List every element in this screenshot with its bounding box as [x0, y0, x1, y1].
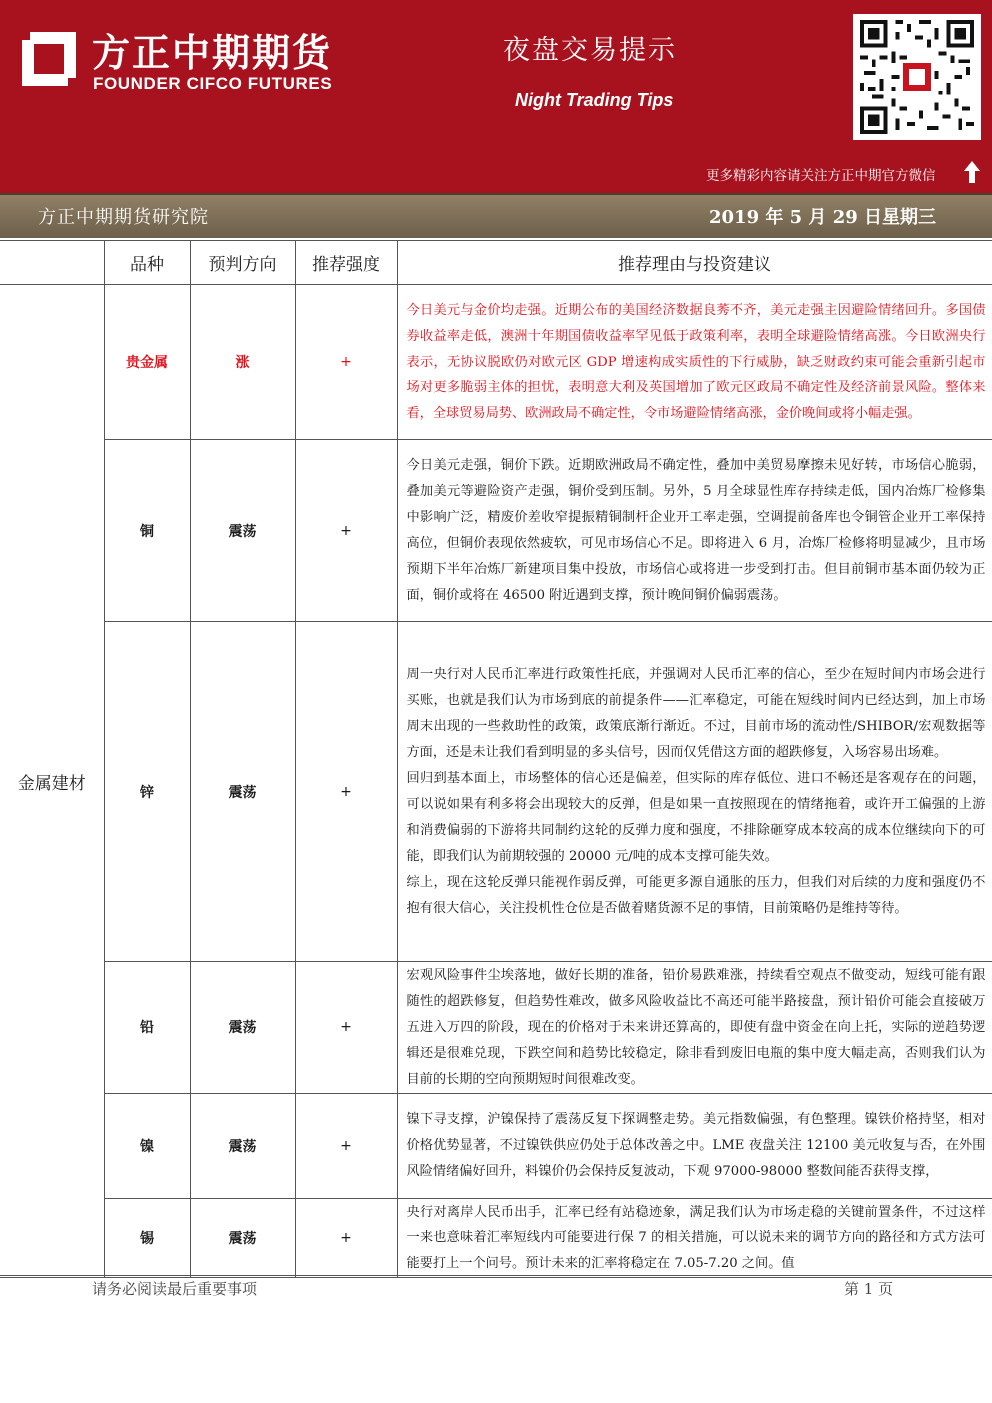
brand-name-en: FOUNDER CIFCO FUTURES	[93, 74, 333, 93]
direction-value: 震荡	[190, 440, 295, 622]
commodity-name: 锡	[104, 1198, 190, 1278]
up-arrow-icon	[963, 160, 981, 184]
reason-paragraph: 镍下寻支撑，沪镍保持了震荡反复下探调整走势。美元指数偏强，有色整理。镍铁价格持坚，相对价格优势显著，不过镍铁供应仍处于总体改善之中。LME 夜盘关注 12100 美元收复与否，在外围风险情绪偏好回升，料镍价仍会保持反复波动，下观 97000-98000 整数间能否获得支撑，	[406, 1112, 986, 1179]
strength-value: +	[295, 1093, 397, 1198]
institute-bar	[0, 193, 992, 238]
reason-paragraph: 今日美元走强，铜价下跌。近期欧洲政局不确定性，叠加中美贸易摩擦未见好转，市场信心脆弱，叠加美元等避险资产走强，铜价受到压制。另外，5 月全球显性库存持续走低，国内冶炼厂检修集中影响广泛，精废价差收窄提振精铜制杆企业开工率走强，空调提前备库也令铜管企业开工率保持高位，但铜价表现依然疲软，可见市场信心不足。即将进入 6 月，冶炼厂检修将明显减少，且市场预期下半年冶炼厂新建项目集中投放，市场信心或将进一步受到打击。但目前铜市基本面仍较为正面，铜价或将在 46500 附近遇到支撑，预计晚间铜价偏弱震荡。	[406, 458, 986, 603]
reason-paragraph: 宏观风险事件尘埃落地，做好长期的准备，铅价易跌难涨，持续看空观点不做变动，短线可能有跟随性的超跌修复，但趋势性难改，做多风险收益比不高还可能半路接盘，预计铅价可能会直接破万五进入万四的阶段，现在的价格对于未来讲还算高的，即使有盘中资金在向上托，实际的逆趋势逻辑还是很难兑现，下跌空间和趋势比较稳定，除非看到废旧电瓶的集中度大幅走高，否则我们认为目前的长期的空向预期短时间很难改变。	[406, 968, 986, 1087]
wechat-follow-note: 更多精彩内容请关注方正中期官方微信	[706, 168, 936, 184]
commodity-name: 铅	[104, 962, 190, 1094]
reason-paragraph: 回归到基本面上，市场整体的信心还是偏差，但实际的库存低位、进口不畅还是客观存在的问题，可以说如果有利多将会出现较大的反弹，但是如果一直按照现在的情绪拖着，或许开工偏强的上游和消费偏弱的下游将共同制约这轮的反弹力度和强度，不排除砸穿成本较高的成本位继续向下的可能，即我们认为前期较强的 20000 元/吨的成本支撑可能失效。	[406, 771, 986, 864]
reason-text	[397, 440, 992, 622]
strength-value: +	[295, 962, 397, 1094]
report-title-cn: 夜盘交易提示	[503, 35, 677, 66]
header-commodity: 品种	[104, 241, 190, 285]
footer-divider	[0, 1275, 992, 1276]
commodity-name: 镍	[104, 1093, 190, 1198]
reason-text	[397, 285, 992, 440]
table-row	[0, 440, 992, 622]
founder-logo-icon	[18, 28, 80, 90]
reason-text	[397, 1198, 992, 1278]
header-direction: 预判方向	[190, 241, 295, 285]
direction-value: 震荡	[190, 622, 295, 962]
wechat-qr-code	[853, 14, 981, 140]
reason-paragraph: 央行对离岸人民币出手，汇率已经有站稳迹象，满足我们认为市场走稳的关键前置条件，不过这样一来也意味着汇率短线内可能要进行保 7 的相关措施，可以说未来的调节方向的路径和方式方法可能要打上一个问号。预计未来的汇率将稳定在 7.05-7.20 之间。值	[406, 1204, 986, 1272]
direction-value: 震荡	[190, 962, 295, 1094]
trading-tips-table	[0, 240, 992, 1278]
report-title-en: Night Trading Tips	[515, 90, 674, 110]
commodity-name: 贵金属	[104, 285, 190, 440]
reason-text	[397, 622, 992, 962]
reason-paragraph: 周一央行对人民币汇率进行政策性托底，并强调对人民币汇率的信心，至少在短时间内市场会进行买账，也就是我们认为市场到底的前提条件——汇率稳定，可能在短线时间内已经达到，加上市场周末出现的一些救助性的政策，政策底渐行渐近。不过，目前市场的流动性/SHIBOR/宏观数据等方面，还是未让我们看到明显的多头信号，因而仅凭借这方面的超跌修复，入场容易出场难。	[406, 667, 986, 761]
brand-name-cn: 方正中期期货	[92, 31, 333, 75]
reason-paragraph: 综上，现在这轮反弹只能视作弱反弹，可能更多源自通胀的压力，但我们对后续的力度和强度仍不抱有很大信心，关注投机性仓位是否做着赌货源不足的事情，目前策略仍是维持等待。	[406, 874, 986, 916]
page-number: 第 1 页	[844, 1280, 894, 1298]
direction-value: 震荡	[190, 1093, 295, 1198]
table-row	[0, 1198, 992, 1278]
direction-value: 涨	[190, 285, 295, 440]
table-row	[0, 622, 992, 962]
header-strength: 推荐强度	[295, 241, 397, 285]
strength-value: +	[295, 622, 397, 962]
strength-value: +	[295, 285, 397, 440]
report-date: 2019 年 5 月 29 日星期三	[709, 207, 937, 228]
table-row	[0, 962, 992, 1094]
strength-value: +	[295, 440, 397, 622]
commodity-name: 铜	[104, 440, 190, 622]
reason-paragraph: 今日美元与金价均走强。近期公布的美国经济数据良莠不齐，美元走强主因避险情绪回升。多国债券收益率走低，澳洲十年期国债收益率罕见低于政策利率，表明全球避险情绪高涨。今日欧洲央行表示，无协议脱欧仍对欧元区 GDP 增速构成实质性的下行威胁，缺乏财政约束可能会重新引起市场对更多脆弱主体的担忧，表明意大利及英国增加了欧元区政局不确定性及经济前景风险。整体来看，全球贸易局势、欧洲政局不确定性，令市场避险情绪高涨，金价晚间或将小幅走强。	[406, 302, 986, 422]
strength-value: +	[295, 1198, 397, 1278]
table-row	[0, 1093, 992, 1198]
reason-text	[397, 1093, 992, 1198]
commodity-name: 锌	[104, 622, 190, 962]
header-category	[0, 241, 104, 285]
header-reason: 推荐理由与投资建议	[397, 241, 992, 285]
table-row	[0, 285, 992, 440]
reason-text	[397, 962, 992, 1094]
header-banner	[0, 0, 992, 193]
table-header-row	[0, 241, 992, 285]
footer-notice: 请务必阅读最后重要事项	[92, 1280, 258, 1298]
category-cell: 金属建材	[0, 285, 104, 1278]
institute-name: 方正中期期货研究院	[38, 207, 209, 228]
direction-value: 震荡	[190, 1198, 295, 1278]
